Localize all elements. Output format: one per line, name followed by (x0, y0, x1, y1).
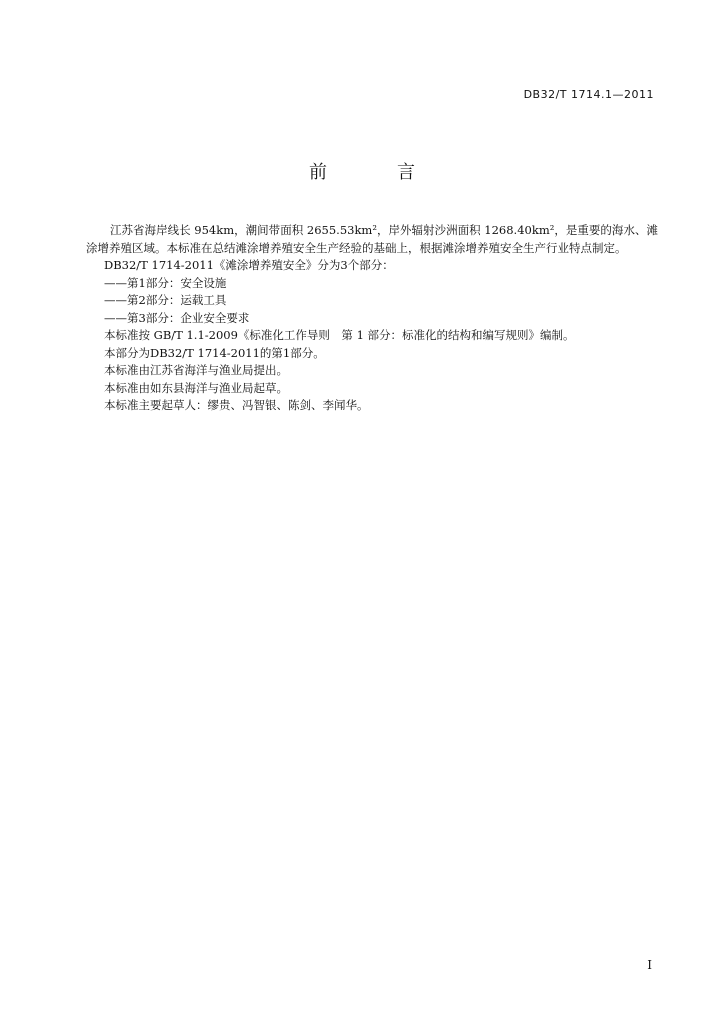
parts-intro: DB32/T 1714-2011《滩涂增养殖安全》分为3个部分： (104, 258, 394, 272)
drafter-org-statement: 本标准由如东县海洋与渔业局起草。 (104, 380, 288, 395)
intro-paragraph: 江苏省海岸线长 954km，潮间带面积 2655.53km²，岸外辐射沙洲面积 1268.40km²，是重要的海水、滩涂增养殖区域。本标准在总结滩涂增养殖安全生产经验的基础上，根据滩涂增养殖安全生产行业特点制定。 (86, 223, 658, 255)
page-title: 前 言 (309, 162, 441, 183)
list-item-part-2: ——第2部分：运载工具 (104, 293, 227, 307)
drafters-statement: 本标准主要起草人：缪贵、冯智银、陈剑、李闻华。 (104, 398, 369, 412)
list-item-part-1: ——第1部分：安全设施 (104, 275, 227, 290)
page-number: I (647, 958, 652, 972)
proposer-statement: 本标准由江苏省海洋与渔业局提出。 (104, 363, 288, 377)
foreword-content (86, 222, 658, 415)
standard-code: DB32/T 1714.1—2011 (523, 88, 654, 101)
drafting-rules-statement: 本标准按 GB/T 1.1-2009《标准化工作导则 第 1 部分：标准化的结构和编写规则》编制。 (104, 328, 575, 342)
part-statement: 本部分为DB32/T 1714-2011的第1部分。 (104, 345, 325, 360)
list-item-part-3: ——第3部分：企业安全要求 (104, 310, 250, 325)
